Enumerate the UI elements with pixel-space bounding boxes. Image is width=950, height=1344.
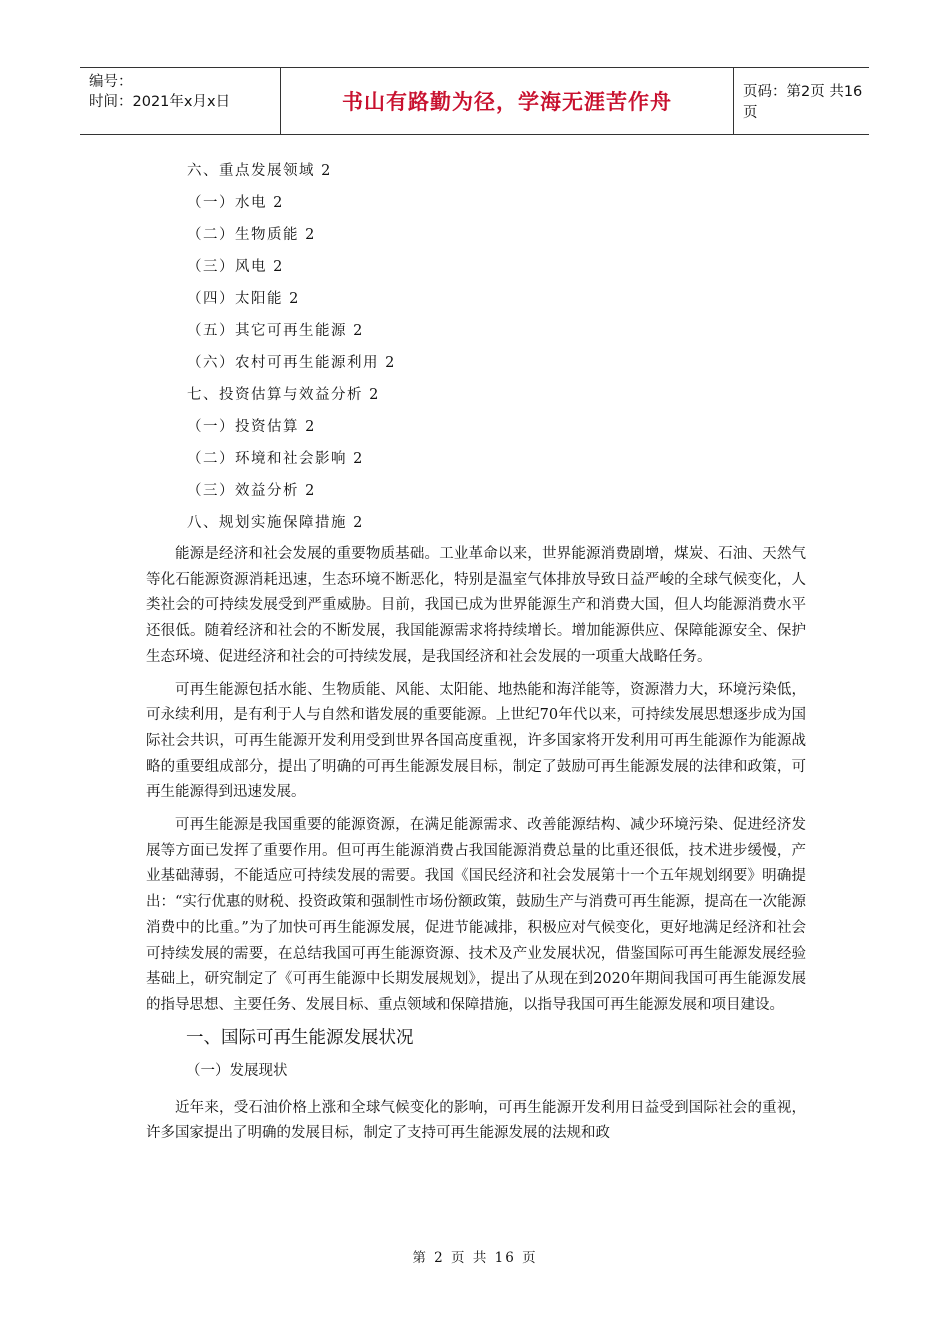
body-paragraph: 能源是经济和社会发展的重要物质基础。工业革命以来，世界能源消费剧增，煤炭、石油、天然气等化石能源资源消耗迅速，生态环境不断恶化，特别是温室气体排放导致日益严峻的全球气候变化，人类社会的可持续发展受到严重威胁。目前，我国已成为世界能源生产和消费大国，但人均能源消费水平还很低。随着经济和社会的不断发展，我国能源需求将持续增长。增加能源供应、保障能源安全、保护生态环境、促进经济和社会的可持续发展，是我国经济和社会发展的一项重大战略任务。 xyxy=(146,546,806,665)
header-page-number: 页码：第2页 共16页 xyxy=(743,84,863,121)
toc-item: （三）效益分析 2 xyxy=(187,483,316,499)
toc-item: 八、规划实施保障措施 2 xyxy=(187,515,364,531)
body-paragraph: 可再生能源是我国重要的能源资源，在满足能源需求、改善能源结构、减少环境污染、促进经济发展等方面已发挥了重要作用。但可再生能源消费占我国能源消费总量的比重还很低，技术进步缓慢，产业基础薄弱，不能适应可持续发展的需要。我国《国民经济和社会发展第十一个五年规划纲要》明确提出：“实行优惠的财税、投资政策和强制性市场份额政策，鼓励生产与消费可再生能源，提高在一次能源消费中的比重。”为了加快可再生能源发展，促进节能减排，积极应对气候变化，更好地满足经济和社会可持续发展的需要，在总结我国可再生能源资源、技术及产业发展状况，借鉴国际可再生能源发展经验基础上，研究制定了《可再生能源中长期发展规划》，提出了从现在到2020年期间我国可再生能源发展的指导思想、主要任务、发展目标、重点领域和保障措施，以指导我国可再生能源发展和项目建设。 xyxy=(146,817,806,1013)
toc-item: （一）水电 2 xyxy=(187,195,284,211)
page-footer: 第 2 页 共 16 页 xyxy=(412,1250,538,1266)
toc-item: （四）太阳能 2 xyxy=(187,291,300,307)
header-motto: 书山有路勤为径，学海无涯苦作舟 xyxy=(342,90,672,114)
body-paragraph: 近年来，受石油价格上涨和全球气候变化的影响，可再生能源开发利用日益受到国际社会的重视，许多国家提出了明确的发展目标，制定了支持可再生能源发展的法规和政 xyxy=(146,1099,806,1142)
toc-item: （三）风电 2 xyxy=(187,259,284,275)
page-header xyxy=(80,67,869,135)
table-of-contents xyxy=(187,160,396,544)
body-paragraph: 可再生能源包括水能、生物质能、风能、太阳能、地热能和海洋能等，资源潜力大，环境污染低，可永续利用，是有利于人与自然和谐发展的重要能源。上世纪70年代以来，可持续发展思想逐步成为国际社会共识，可再生能源开发利用受到世界各国高度重视，许多国家将开发利用可再生能源作为能源战略的重要组成部分，提出了明确的可再生能源发展目标，制定了鼓励可再生能源发展的法律和政策，可再生能源得到迅速发展。 xyxy=(146,681,806,801)
header-page-cell xyxy=(734,68,869,134)
header-number: 编号： xyxy=(89,74,133,90)
toc-item: 七、投资估算与效益分析 2 xyxy=(187,387,380,403)
section-heading: 一、国际可再生能源发展状况 xyxy=(186,1027,414,1048)
header-motto-cell xyxy=(281,68,734,134)
toc-item: 六、重点发展领域 2 xyxy=(187,163,332,179)
toc-item: （五）其它可再生能源 2 xyxy=(187,323,364,339)
toc-item: （二）环境和社会影响 2 xyxy=(187,451,364,467)
toc-item: （六）农村可再生能源利用 2 xyxy=(187,355,396,371)
header-time: 时间：2021年x月x日 xyxy=(89,94,231,110)
toc-item: （二）生物质能 2 xyxy=(187,227,316,243)
header-meta xyxy=(80,68,281,134)
toc-item: （一）投资估算 2 xyxy=(187,419,316,435)
document-body xyxy=(146,542,806,1154)
subsection-heading: （一）发展现状 xyxy=(186,1062,288,1079)
